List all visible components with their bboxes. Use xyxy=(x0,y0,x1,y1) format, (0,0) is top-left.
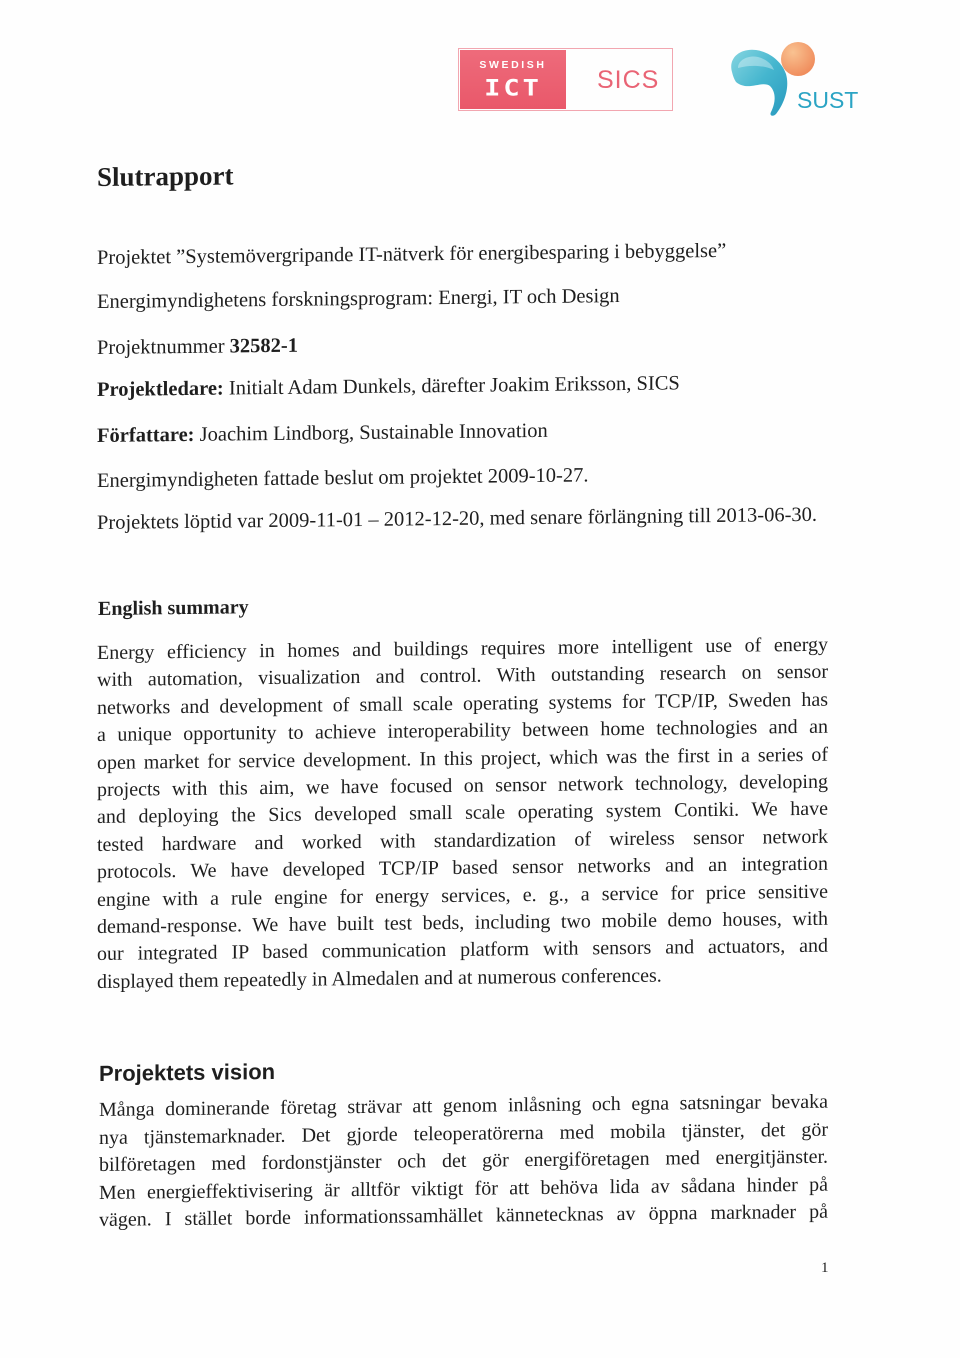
english-summary-line: open market for service development. In this project, which was the first in a series of xyxy=(97,743,828,774)
english-summary-paragraph xyxy=(97,632,828,996)
english-summary-line: engine with a rule engine for energy services, e. g., a service for price sensitive xyxy=(97,880,828,911)
english-summary-line: a unique opportunity to achieve interoperability between home technologies and an xyxy=(97,715,828,747)
english-summary-line: networks and development of small scale operating systems for TCP/IP, Sweden has xyxy=(97,688,828,719)
research-program-line: Energimyndighetens forskningsprogram: Energi, IT och Design xyxy=(97,285,620,313)
decision-date-line: Energimyndigheten fattade beslut om projektet 2009-10-27. xyxy=(97,464,589,492)
english-summary-heading: English summary xyxy=(98,596,249,620)
page-number: 1 xyxy=(821,1260,829,1276)
document-title: Slutrapport xyxy=(97,160,234,192)
vision-line: vägen. I stället borde informationssamhället kännetecknas av öppna marknader på xyxy=(99,1201,828,1232)
english-summary-line: demand-response. We have built test beds, including two mobile demo houses, with xyxy=(97,907,828,938)
swedish-ict-logo-top-text: SWEDISH xyxy=(479,59,547,71)
project-name-line xyxy=(97,238,726,271)
project-leader-label: Projektledare: xyxy=(97,377,224,401)
vision-paragraph xyxy=(99,1089,828,1235)
vision-heading: Projektets vision xyxy=(99,1058,276,1086)
project-leader-line xyxy=(97,370,680,403)
project-name-value: ”Systemövergripande IT-nätverk för energibesparing i bebyggelse” xyxy=(176,239,727,269)
swedish-ict-logo-main-text: ICT xyxy=(484,75,542,102)
author-line xyxy=(97,418,548,449)
english-summary-line: and deploying the Sics developed small scale operating system Contiki. We have xyxy=(97,798,828,829)
english-summary-line: our integrated IP based communication platform with sensors and actuators, and xyxy=(97,935,828,966)
english-summary-line: protocols. We have developed TCP/IP based sensor networks and an integration xyxy=(97,852,828,884)
project-name-label: Projektet xyxy=(97,246,172,269)
english-summary-line: Energy efficiency in homes and buildings requires more intelligent use of energy xyxy=(97,633,828,664)
author-label: Författare: xyxy=(97,423,195,447)
author-value: Joachim Lindborg, Sustainable Innovation xyxy=(199,419,548,446)
project-duration-line: Projektets löptid var 2009-11-01 – 2012-12-20, med senare förlängning till 2013-06-30. xyxy=(97,503,818,534)
sics-logo-text: SICS xyxy=(597,66,660,94)
project-number-label: Projektnummer xyxy=(97,335,225,359)
vision-line: bilföretagen med fordonstjänster och det gör energiföretagen med energitjänster. xyxy=(99,1145,828,1177)
english-summary-line: projects with this aim, we have focused on sensor network technology, developing xyxy=(97,770,828,801)
english-summary-line: with automation, visualization and control. With outstanding research on sensor xyxy=(97,661,828,692)
english-summary-line: displayed them repeatedly in Almedalen and at numerous conferences. xyxy=(97,964,662,993)
project-leader-value: Initialt Adam Dunkels, därefter Joakim Eriksson, SICS xyxy=(228,372,680,400)
vision-line: nya tjänstemarknader. Det gjorde teleoperatörerna med mobila tjänster, det gör xyxy=(99,1118,828,1149)
vision-line: Många dominerande företag strävar att genom inlåsning och egna satsningar bevaka xyxy=(99,1090,828,1121)
vision-line: Men energieffektivisering är alltför viktigt för att behöva lida av sådana hinder på xyxy=(99,1173,828,1204)
project-number-value: 32582-1 xyxy=(229,334,298,358)
english-summary-line: tested hardware and worked with standardization of wireless sensor network xyxy=(97,825,828,856)
project-number-line xyxy=(97,333,298,361)
sust-logo-text: SUST xyxy=(797,87,858,113)
